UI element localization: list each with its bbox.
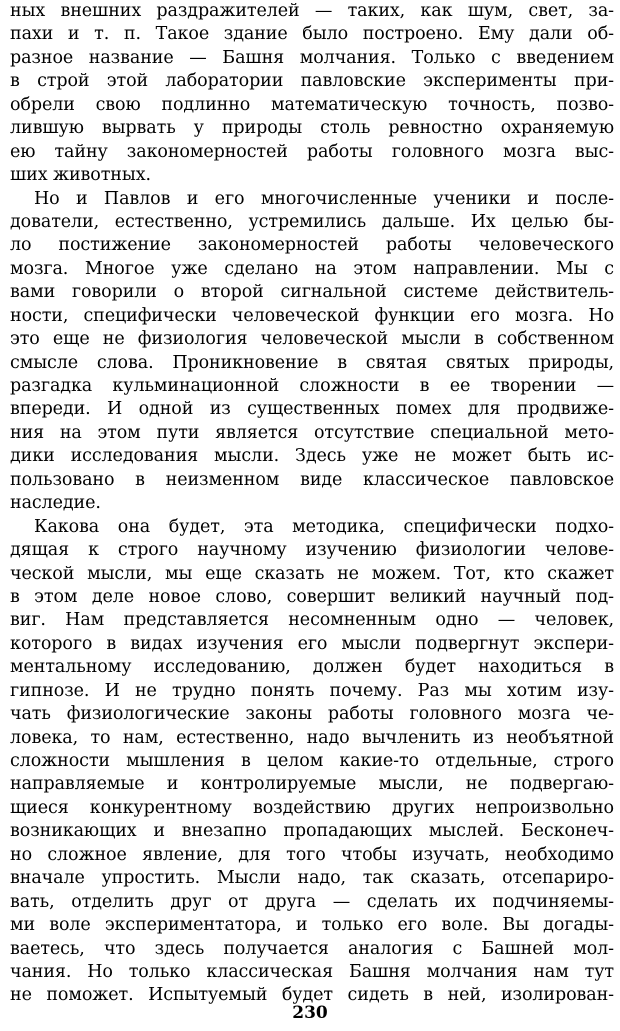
text-line: дящая к строго научному изучению физиологии челове-	[10, 540, 614, 561]
text-line: дики исследования мысли. Здесь уже не может быть ис-	[10, 446, 614, 467]
text-line: виг. Нам представляется несомненным одно — человек,	[10, 610, 614, 631]
text-line: ших животных.	[10, 165, 151, 186]
text-line: ло постижение закономерностей работы человеческого	[10, 235, 614, 256]
text-line: Какова она будет, эта методика, специфически подхо-	[34, 516, 614, 537]
text-line: вать, отделить друг от друга — сделать их подчиняемы-	[10, 891, 614, 912]
text-line: пахи и т. п. Такое здание было построено. Ему дали об-	[10, 24, 614, 45]
text-line: это еще не физиология человеческой мысли в собственном	[10, 329, 614, 350]
text-line: не поможет. Испытуемый будет сидеть в ней, изолирован-	[10, 985, 614, 1006]
text-line: ментальному исследованию, должен будет находиться в	[10, 657, 614, 678]
text-line: обрели свою подлинно математическую точность, позво-	[10, 94, 614, 115]
text-line: гипнозе. И не трудно понять почему. Раз мы хотим изу-	[10, 680, 614, 701]
text-line: лившую вырвать у природы столь ревностно охраняемую	[10, 118, 614, 139]
text-line: ных внешних раздражителей — таких, как шум, свет, за-	[10, 1, 614, 21]
text-line: смысле слова. Проникновение в святая святых природы,	[10, 352, 614, 373]
text-line: в этом деле новое слово, совершит великий научный под-	[10, 586, 614, 607]
text-line: чания. Но только классическая Башня молчания нам тут	[10, 961, 614, 982]
text-line: направляемые и контролируемые мысли, не подвергаю-	[10, 774, 614, 795]
text-line: дователи, естественно, устремились дальше. Их целью бы-	[10, 211, 614, 232]
text-line: вначале упростить. Мысли надо, так сказать, отсепариро-	[10, 868, 614, 889]
page-number: 230	[292, 1003, 328, 1023]
text-line: ния на этом пути является отсутствие специальной мето-	[10, 422, 614, 443]
text-line: которого в видах изучения его мысли подвергнут экспери-	[10, 633, 614, 654]
text-line: впереди. И одной из существенных помех для продвиже-	[10, 399, 614, 420]
text-line: ми воле экспериментатора, и только его воле. Вы догады-	[10, 915, 614, 936]
body-text	[10, 0, 614, 1008]
text-line: но сложное явление, для того чтобы изучать, необходимо	[10, 844, 614, 865]
text-line: ваетесь, что здесь получается аналогия с Башней мол-	[10, 938, 614, 959]
text-line: ческой мысли, мы еще сказать не можем. Тот, кто скажет	[10, 563, 614, 584]
text-line: пользовано в неизменном виде классическое павловское	[10, 469, 614, 490]
text-line: разное название — Башня молчания. Только с введением	[10, 47, 614, 68]
text-line: возникающих и внезапно пропадающих мыслей. Бесконеч-	[10, 821, 614, 842]
text-line: сложности мышления в целом какие-то отдельные, строго	[10, 751, 614, 771]
text-line: чать физиологические законы работы головного мозга че-	[10, 704, 614, 725]
text-line: ности, специфически человеческой функции его мозга. Но	[10, 305, 614, 326]
text-line: щиеся конкурентному воздействию других непроизвольно	[10, 797, 614, 818]
text-line: мозга. Многое уже сделано на этом направлении. Мы с	[10, 258, 614, 279]
text-line: Но и Павлов и его многочисленные ученики и после-	[34, 188, 614, 209]
text-line: ловека, то нам, естественно, надо вычленить из необъятной	[10, 727, 614, 748]
text-line: вами говорили о второй сигнальной системе действитель-	[10, 282, 614, 303]
text-line: в строй этой лаборатории павловские эксперименты при-	[10, 71, 614, 92]
text-line: наследие.	[10, 493, 101, 514]
text-line: разгадка кульминационной сложности в ее творении —	[10, 376, 614, 396]
text-line: ею тайну закономерностей работы головного мозга выс-	[10, 141, 614, 162]
